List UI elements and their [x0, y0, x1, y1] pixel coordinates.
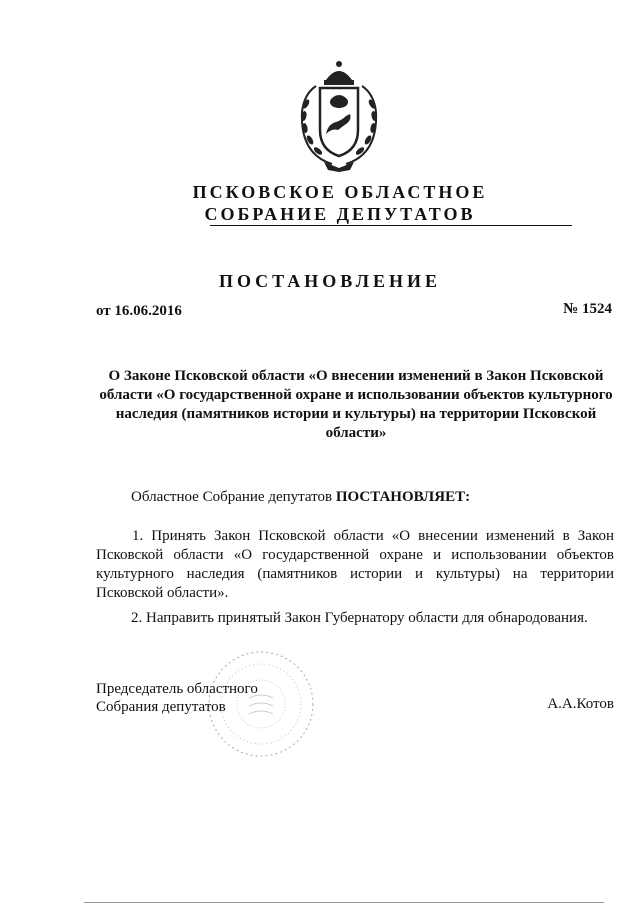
resolution-intro	[131, 488, 470, 507]
org-name-line2: СОБРАНИЕ ДЕПУТАТОВ	[204, 204, 476, 224]
coat-of-arms-icon	[292, 58, 386, 176]
signatory-title-line1: Председатель областного	[96, 681, 258, 697]
signatory-title-line2: Собрания депутатов	[96, 699, 226, 715]
signatory-name: А.А.Котов	[547, 696, 614, 712]
resolution-item-2: 2. Направить принятый Закон Губернатору области для обнародования.	[131, 610, 588, 626]
resolution-item-1: 1. Принять Закон Псковской области «О внесении изменений в Закон Псковской области «О государственной охране и использовании объектов культурного наследия (памятников истории и культуры) на территории Псковской области».	[96, 528, 614, 601]
intro-keyword: ПОСТАНОВЛЯЕТ:	[335, 489, 471, 505]
document-number: № 1524	[563, 301, 612, 317]
intro-text: Областное Собрание депутатов	[131, 489, 333, 505]
header-divider	[210, 225, 572, 226]
org-name-line1: ПСКОВСКОЕ ОБЛАСТНОЕ	[192, 182, 488, 202]
document-date: от 16.06.2016	[96, 303, 182, 319]
signatory-title	[96, 680, 258, 716]
page-bottom-edge	[84, 902, 604, 903]
document-title: ПОСТАНОВЛЕНИЕ	[218, 271, 442, 291]
document-subject: О Законе Псковской области «О внесении изменений в Закон Псковской области «О государственной охране и использовании объектов культурного наследия (памятников истории и культуры) на территории Псковской области»	[99, 368, 613, 441]
